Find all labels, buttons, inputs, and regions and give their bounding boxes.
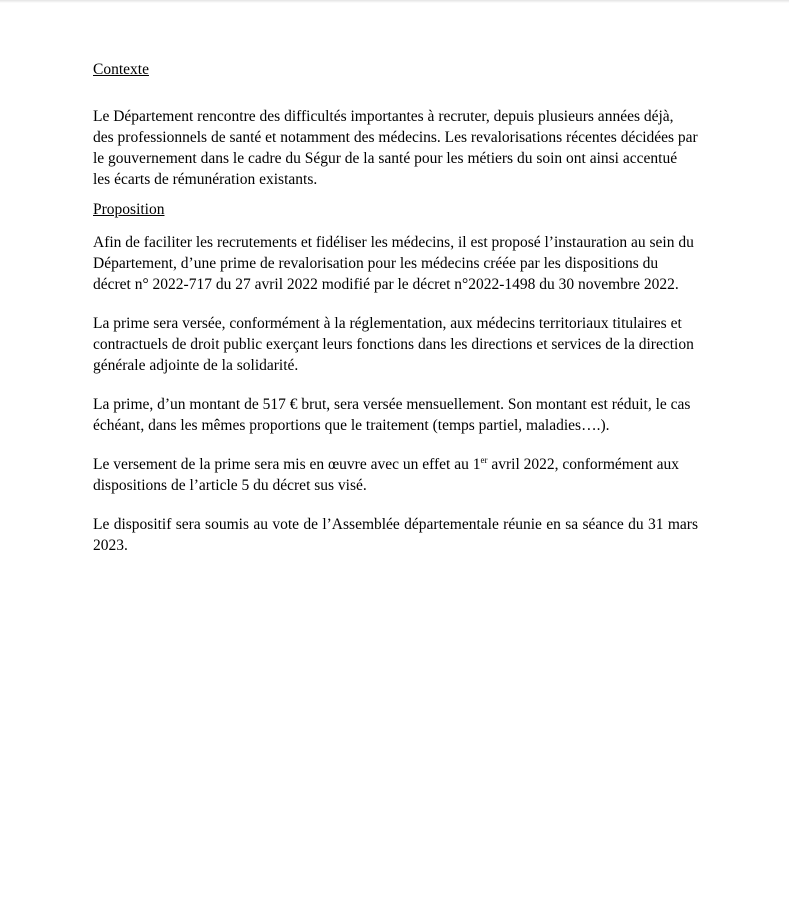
proposal-heading: Proposition <box>93 201 165 218</box>
page-top-edge <box>0 0 789 3</box>
proposal-paragraph-4-text-after: avril 2022, conformément aux dispositions de l’article 5 du décret sus visé. <box>93 456 680 494</box>
proposal-paragraph-4 <box>93 454 698 496</box>
proposal-paragraph-4-text-before: Le versement de la prime sera mis en œuvre avec un effet au 1 <box>93 456 481 473</box>
document-content <box>93 59 698 556</box>
proposal-paragraph-1: Afin de faciliter les recrutements et fidéliser les médecins, il est proposé l’instauration au sein du Département, d’une prime de revalorisation pour les médecins créée par les dispositions du décret n° 2022-717 du 27 avril 2022 modifié par le décret n°2022-1498 du 30 novembre 2022. <box>93 234 694 293</box>
proposal-paragraph-2: La prime sera versée, conformément à la réglementation, aux médecins territoriaux titulaires et contractuels de droit public exerçant leurs fonctions dans les directions et services de la direction générale adjointe de la solidarité. <box>93 315 694 374</box>
context-paragraph: Le Département rencontre des difficultés importantes à recruter, depuis plusieurs années déjà, des professionnels de santé et notamment des médecins. Les revalorisations récentes décidées par le gouvernement dans le cadre du Ségur de la santé pour les métiers du soin ont ainsi accentué les écarts de rémunération existants. <box>93 108 698 188</box>
proposal-paragraph-5: Le dispositif sera soumis au vote de l’Assemblée départementale réunie en sa séance du 31 mars 2023. <box>93 516 698 554</box>
context-heading: Contexte <box>93 61 149 78</box>
proposal-paragraph-3: La prime, d’un montant de 517 € brut, sera versée mensuellement. Son montant est réduit, le cas échéant, dans les mêmes proportions que le traitement (temps partiel, maladies….). <box>93 396 691 434</box>
ordinal-superscript: er <box>480 454 488 465</box>
